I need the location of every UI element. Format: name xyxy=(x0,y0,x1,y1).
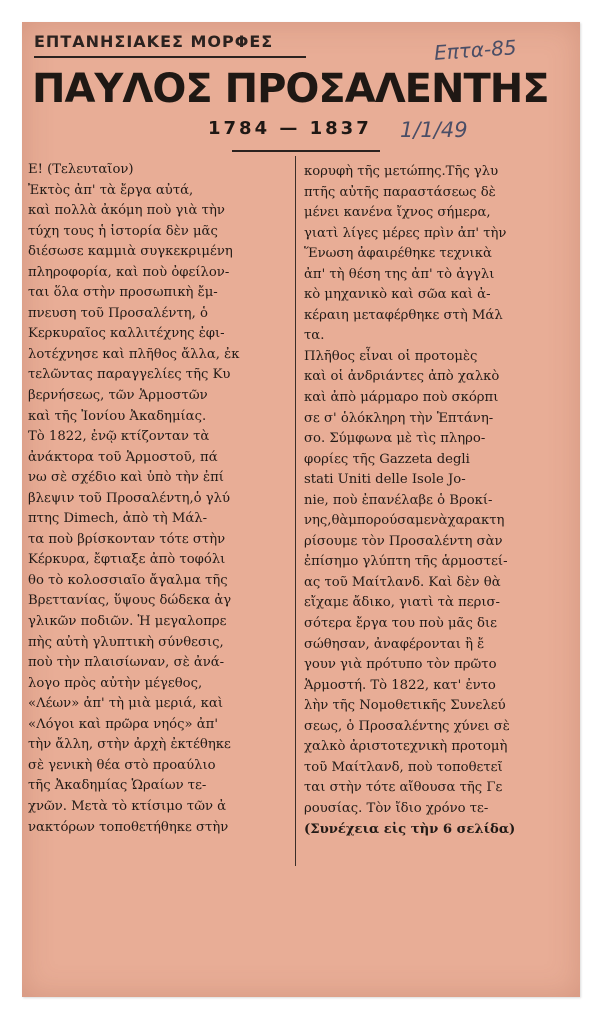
text-line: «Λέων» ἀπ' τὴ μιὰ μεριά, καὶ xyxy=(28,696,224,712)
text-line: τῆς Ἀκαδημίας Ὡραίων τε- xyxy=(28,778,207,794)
text-line: λοτέχνησε καὶ πλῆθος ἄλλα, ἐκ xyxy=(28,346,240,362)
text-line: σὲ γενικὴ θέα στὸ προαύλιο xyxy=(28,757,216,773)
text-line: φορίες τῆς Gazzeta degli xyxy=(304,451,470,467)
text-line: βερνήσεως, τῶν Ἁρμοστῶν xyxy=(28,388,208,404)
text-line: τα ποὺ βρίσκονταν τότε στὴν xyxy=(28,531,226,547)
handwritten-reference: Επτα-85 xyxy=(433,35,518,65)
text-line: πληροφορία, καὶ ποὺ ὀφείλον- xyxy=(28,264,230,280)
text-line: τὴν ἄλλη, στὴν ἀρχὴ ἐκτέθηκε xyxy=(28,737,231,753)
article-title: ΠΑΥΛΟΣ ΠΡΟΣΑΛΕΝΤΗΣ xyxy=(32,66,549,112)
text-line: νης,θὰμπορούσαμενὰχαρακτη xyxy=(304,513,505,529)
text-line: γουν γιὰ πρότυπο τὸν πρῶτο xyxy=(304,657,497,673)
text-line: λογο πρὸς αὐτὴν μέγεθος, xyxy=(28,675,203,691)
text-line: Ε! (Τελευταῖον) xyxy=(28,162,134,177)
text-line: σεως, ὁ Προσαλέντης χύνει σὲ xyxy=(304,718,510,734)
text-line: ρίσουμε τὸν Προσαλέντη σὰν xyxy=(304,533,503,549)
text-line: Κέρκυρα, ἔφτιαξε ἀπὸ τοφόλι xyxy=(28,552,226,568)
text-line: Βρεττανίας, ὕψους δώδεκα ἀγ xyxy=(28,593,232,609)
left-column xyxy=(28,160,290,838)
text-line: χαλκὸ ἀριστοτεχνικὴ προτομὴ xyxy=(304,739,508,755)
series-title: ΕΠΤΑΝΗΣΙΑΚΕΣ ΜΟΡΦΕΣ xyxy=(34,32,274,51)
text-line: ποὺ τὴν πλαισίωναν, σὲ ἀνά- xyxy=(28,655,225,671)
text-line: καὶ οἱ ἀνδριάντες ἀπὸ χαλκὸ xyxy=(304,369,500,385)
text-line: λὴν τῆς Νομοθετικῆς Συνελεύ xyxy=(304,698,506,714)
text-line: Ἁρμοστή. Τὸ 1822, κατ' ἐντο xyxy=(304,677,496,693)
text-line: καὶ ἀπὸ μάρμαρο ποὺ σκόρπι xyxy=(304,390,499,406)
series-rule xyxy=(34,56,306,58)
text-line: πτῆς αὐτῆς παραστάσεως δὲ xyxy=(304,184,496,200)
text-line: κορυφὴ τῆς μετώπης.Τῆς γλυ xyxy=(304,164,499,179)
text-line: Κερκυραῖος καλλιτέχνης ἐφι- xyxy=(28,326,225,342)
text-line: κὸ μηχανικὸ καὶ σῶα καὶ ἀ- xyxy=(304,287,491,303)
text-line: Τὸ 1822, ἐνῷ κτίζονταν τὰ xyxy=(28,429,210,445)
text-line: Ἐκτὸς ἀπ' τὰ ἔργα αὐτά, xyxy=(28,182,194,198)
text-line: ρουσίας. Τὸν ἴδιο χρόνο τε- xyxy=(304,800,489,816)
text-line: κέραιη μεταφέρθηκε στὴ Μάλ xyxy=(304,307,503,323)
text-line: χνῶν. Μετὰ τὸ κτίσιμο τῶν ἀ xyxy=(28,798,227,814)
life-dates: 1784 — 1837 xyxy=(208,118,372,139)
text-line: Πλῆθος εἶναι οἱ προτομὲς xyxy=(304,348,478,364)
text-line: σε σ' ὁλόκληρη τὴν Ἑπτάνη- xyxy=(304,410,494,426)
newspaper-clipping xyxy=(22,22,580,997)
text-line: ται στὴν τότε αἴθουσα τῆς Γε xyxy=(304,780,503,796)
text-line: πτης Dimech, ἀπὸ τὴ Μάλ- xyxy=(28,511,208,527)
text-line: τα. xyxy=(304,328,325,344)
text-line: γλικῶν ποδιῶν. Ἡ μεγαλοπρε xyxy=(28,614,227,630)
text-line: διέσωσε καμμιὰ συγκεκριμένη xyxy=(28,244,233,260)
text-line: σότερα ἔργα του ποὺ μᾶς διε xyxy=(304,616,497,632)
text-line: stati Uniti delle Isole Jo- xyxy=(304,472,466,488)
text-line: θο τὸ κολοσσιαῖο ἄγαλμα τῆς xyxy=(28,572,228,588)
text-line: γιατὶ λίγες μέρες πρὶν ἀπ' τὴν xyxy=(304,225,507,241)
text-line: τύχη τους ἡ ἱστορία δὲν μᾶς xyxy=(28,223,218,239)
text-line: ας τοῦ Μαίτλανδ. Καὶ δὲν θὰ xyxy=(304,574,501,590)
text-line: νακτόρων τοποθετήθηκε στὴν xyxy=(28,819,229,835)
text-line: καὶ πολλὰ ἀκόμη ποὺ γιὰ τὴν xyxy=(28,203,225,219)
text-line: εἴχαμε ἄδικο, γιατὶ τὰ περισ- xyxy=(304,595,500,611)
text-line: νω σὲ σχέδιο καὶ ὑπὸ τὴν ἐπί xyxy=(28,470,224,486)
text-line: μένει κανένα ἴχνος σήμερα, xyxy=(304,205,491,221)
dates-rule xyxy=(232,150,380,152)
column-divider xyxy=(295,156,296,866)
text-line: ἀνάκτορα τοῦ Ἁρμοστοῦ, πά xyxy=(28,449,218,465)
text-line: ται ὅλα στὴν προσωπικὴ ἔμ- xyxy=(28,285,218,301)
text-line: πὴς αὐτὴ γλυπτικὴ σύνθεσις, xyxy=(28,634,224,650)
text-line: ἀπ' τὴ θέση της ἀπ' τὸ ἀγγλι xyxy=(304,266,495,282)
text-line: τελῶντας παραγγελίες τῆς Κυ xyxy=(28,367,231,383)
text-line: σώθησαν, ἀναφέρονται ἢ ἔ xyxy=(304,636,485,652)
text-line: ἐπίσημο γλύπτη τῆς ἁρμοστεί- xyxy=(304,554,508,570)
text-line: καὶ τῆς Ἰονίου Ἀκαδημίας. xyxy=(28,408,207,424)
text-line: τοῦ Μαίτλανδ, ποὺ τοποθετεῖ xyxy=(304,759,503,775)
text-line: (Συνέχεια εἰς τὴν 6 σελίδα) xyxy=(304,821,516,837)
text-line: Ἕνωση ἀφαιρέθηκε τεχνικὰ xyxy=(304,246,492,262)
right-column xyxy=(304,162,566,840)
handwritten-date: 1/1/49 xyxy=(400,118,468,142)
text-line: βλεψιν τοῦ Προσαλέντη,ὁ γλύ xyxy=(28,490,231,506)
text-line: σο. Σύμφωνα μὲ τὶς πληρο- xyxy=(304,431,486,447)
text-line: πνευση τοῦ Προσαλέντη, ὁ xyxy=(28,305,208,321)
text-line: «Λόγοι καὶ πρῶρα νηός» ἀπ' xyxy=(28,716,218,732)
text-line: nie, ποὺ ἐπανέλαβε ὁ Βροκί- xyxy=(304,492,493,508)
